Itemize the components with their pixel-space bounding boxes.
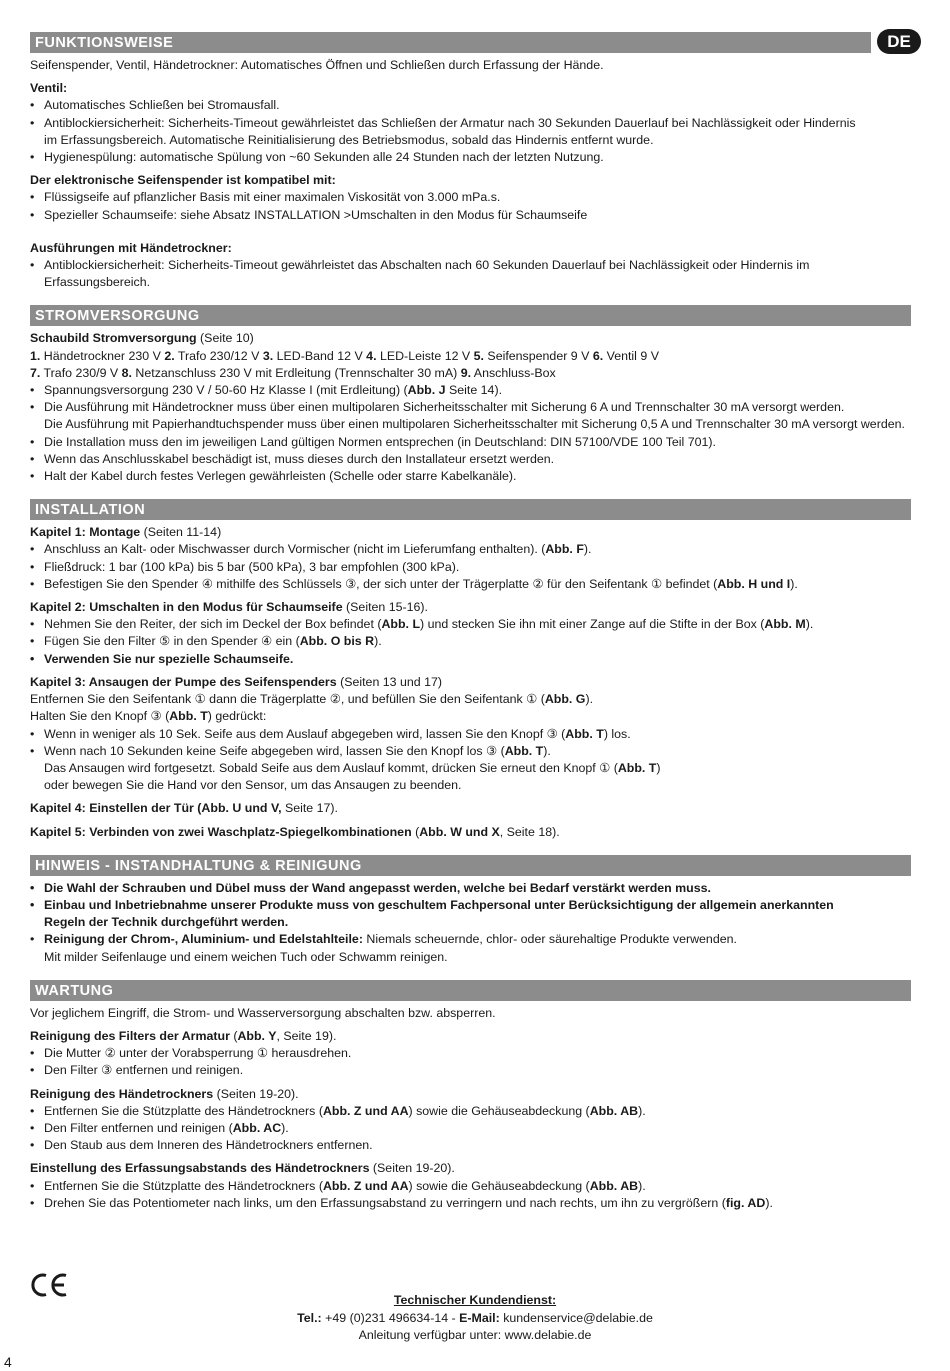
list-item: • Automatisches Schließen bei Stromausfall. (30, 97, 911, 114)
text: Seifenspender 9 V (483, 348, 593, 363)
text: fig. AD (725, 1195, 766, 1210)
page-number: 4 (4, 1354, 12, 1370)
text: Die Ausführung mit Papierhandtuchspender muss über einen multipolaren Sicherheitsschalter mit Sicherung 0,5 A und Trennschalter 30 mA versorgt werden. (44, 417, 905, 432)
text: Erfassungsbereich. (44, 275, 151, 290)
bullet-list (30, 1045, 911, 1079)
list-item: • Die Mutter ② unter der Vorabsperrung ① herausdrehen. (30, 1045, 911, 1062)
number: 3. (262, 348, 274, 363)
list-item (30, 743, 911, 795)
text: Abb. Y (237, 1028, 277, 1043)
bullet-list (30, 616, 911, 668)
section-header: INSTALLATION (30, 499, 911, 520)
subheading: Ventil: (30, 81, 68, 96)
email-value: kundenservice@delabie.de (499, 1310, 653, 1325)
text: Schaubild Stromversorgung (30, 331, 197, 346)
list-item (30, 931, 911, 965)
text: Abb. T (565, 726, 604, 741)
text: ) sowie die Gehäuseabdeckung ( (408, 1178, 590, 1193)
section-header: HINWEIS - INSTANDHALTUNG & REINIGUNG (30, 855, 911, 876)
chapter-heading (30, 599, 911, 616)
language-badge: DE (877, 29, 921, 54)
text: Einbau und Inbetriebnahme unserer Produkte muss von geschultem Fachpersonal unter Berücksichtigung der allgemein anerkannten (44, 897, 834, 912)
text: Den Filter entfernen und reinigen ( (44, 1120, 233, 1135)
list-item: • Die Installation muss den im jeweiligen Land gültigen Normen entsprechen (in Deutschland: DIN 57100/VDE 100 Teil 701). (30, 434, 911, 451)
paragraph: Seifenspender, Ventil, Händetrockner: Automatisches Öffnen und Schließen durch Erfassung der Hände. (30, 58, 604, 72)
text: Reinigung des Filters der Armatur (30, 1028, 230, 1043)
text: Antiblockiersicherheit: Sicherheits-Timeout gewährleistet das Abschalten nach 60 Sekunden Dauerlauf bei Nachlässigkeit oder Hindernis im (44, 258, 810, 273)
text: LED-Band 12 V (273, 348, 367, 363)
text: Das Ansaugen wird fortgesetzt. Sobald Seife aus dem Auslauf kommt, drücken Sie erneut den Knopf ① ( (44, 760, 618, 775)
list-item (30, 115, 911, 149)
list-item (30, 897, 911, 931)
text: Seite 14). (445, 383, 503, 398)
number: 6. (592, 348, 604, 363)
text: (Seiten 19-20). (369, 1161, 455, 1176)
section-wartung (30, 980, 911, 1212)
number: 9. (460, 365, 472, 380)
list-item (30, 1178, 911, 1195)
subheading (30, 1086, 911, 1103)
chapter-heading (30, 824, 911, 841)
text: Fügen Sie den Filter ⑤ in den Spender ④ ein ( (44, 634, 300, 649)
number: 2. (164, 348, 175, 363)
text: Entfernen Sie den Seifentank ① dann die Trägerplatte ②, und befüllen Sie den Seifentank ① ( (30, 692, 545, 707)
paragraph: Vor jeglichem Eingriff, die Strom- und Wasserversorgung abschalten bzw. absperren. (30, 1005, 496, 1020)
list-item (30, 633, 911, 650)
text: Trafo 230/12 V (174, 348, 263, 363)
text: Abb. L (381, 617, 421, 632)
bullet-list (30, 382, 911, 485)
text: Entfernen Sie die Stützplatte des Händetrockners ( (44, 1178, 323, 1193)
number: 4. (366, 348, 377, 363)
text: Anschluss-Box (471, 365, 556, 380)
text: (Seiten 15-16). (342, 600, 428, 615)
text: Kapitel 5: Verbinden von zwei Waschplatz-Spiegelkombinationen (30, 824, 412, 839)
text: Abb. M (764, 617, 806, 632)
text: Abb. W und X (419, 824, 500, 839)
text: (Seiten 13 und 17) (336, 674, 443, 689)
text: Abb. F (545, 542, 584, 557)
list-item (30, 616, 911, 633)
text: oder bewegen Sie die Hand vor den Sensor, um das Ansaugen zu beenden. (44, 778, 462, 793)
list-item: • Fließdruck: 1 bar (100 kPa) bis 5 bar (500 kPa), 3 bar empfohlen (300 kPa). (30, 559, 911, 576)
text: im Erfassungsbereich. Automatische Reinitialisierung des Betriebsmodus, sobald das Hindernis entfernt wurde. (44, 132, 654, 147)
list-item (30, 1195, 911, 1212)
text: LED-Leiste 12 V (376, 348, 474, 363)
chapter-heading (30, 524, 911, 541)
text: Abb. AB (589, 1103, 639, 1118)
paragraph (30, 330, 911, 347)
bullet-list (30, 726, 911, 795)
list-item (30, 576, 911, 593)
section-installation (30, 499, 911, 840)
text: ). (765, 1195, 773, 1210)
number: 7. (30, 365, 41, 380)
list-item: • Verwenden Sie nur spezielle Schaumseife. (30, 651, 911, 668)
text: Netzanschluss 230 V mit Erdleitung (Trennschalter 30 mA) (131, 365, 461, 380)
text: Abb. J (407, 383, 446, 398)
list-item (30, 1103, 911, 1120)
chapter-heading (30, 800, 911, 817)
section-hinweis (30, 855, 911, 966)
text: Entfernen Sie die Stützplatte des Händetrockners ( (44, 1103, 323, 1118)
text: Händetrockner 230 V (40, 348, 165, 363)
list-item (30, 1120, 911, 1137)
list-item: • Halt der Kabel durch festes Verlegen gewährleisten (Schelle oder starre Kabelkanäle). (30, 468, 911, 485)
manual-page (30, 32, 911, 1226)
list-item (30, 382, 911, 399)
section-header: FUNKTIONSWEISE (30, 32, 871, 53)
text: Abb. AB (589, 1178, 639, 1193)
text: , Seite 18). (499, 824, 560, 839)
text: Seite 17). (281, 801, 338, 816)
bullet-list (30, 97, 911, 166)
number: 8. (121, 365, 132, 380)
chapter-heading (30, 674, 911, 691)
section-header: WARTUNG (30, 980, 911, 1001)
text: ( (229, 1028, 238, 1043)
text: Befestigen Sie den Spender ④ mithilfe des Schlüssels ③, der sich unter der Trägerplatte ② für den Seifentank ① befindet ( (44, 576, 718, 591)
text: (Seite 10) (196, 331, 254, 346)
legend-line (30, 365, 911, 382)
bullet-list (30, 1178, 911, 1212)
text: Abb. Z und AA (322, 1103, 409, 1118)
bullet-list (30, 880, 911, 966)
text: Einstellung des Erfassungsabstands des Händetrockners (30, 1161, 370, 1176)
text: Abb. Z und AA (322, 1178, 409, 1193)
list-item (30, 257, 911, 291)
text: ). (281, 1120, 289, 1135)
text: Abb. T (169, 709, 208, 724)
list-item: • Flüssigseife auf pflanzlicher Basis mit einer maximalen Viskosität von 3.000 mPa.s. (30, 189, 911, 206)
text: ) los. (603, 726, 631, 741)
text: Halten Sie den Knopf ③ ( (30, 709, 170, 724)
text: ). (638, 1103, 646, 1118)
footer-contact (0, 1292, 950, 1345)
list-item (30, 541, 911, 558)
text: Antiblockiersicherheit: Sicherheits-Timeout gewährleistet das Schließen der Armatur nach 30 Sekunden Dauerlauf bei Nachlässigkeit oder Hindernis (44, 115, 856, 130)
text: ). (638, 1178, 646, 1193)
text: Drehen Sie das Potentiometer nach links, um den Erfassungsabstand zu verringern und nach rechts, um ihn zu vergrößern ( (44, 1195, 726, 1210)
text: Abb. H und I (717, 576, 791, 591)
subheading (30, 1028, 911, 1045)
text: Kapitel 2: Umschalten in den Modus für Schaumseife (30, 600, 343, 615)
legend-line (30, 348, 911, 365)
paragraph (30, 691, 911, 708)
text: Abb. G (544, 692, 586, 707)
text: Abb. AC (232, 1120, 282, 1135)
list-item: • Spezieller Schaumseife: siehe Absatz INSTALLATION >Umschalten in den Modus für Schaumseife (30, 207, 911, 224)
subheading: Ausführungen mit Händetrockner: (30, 240, 232, 255)
text: Wenn in weniger als 10 Sek. Seife aus dem Auslauf abgegeben wird, lassen Sie den Knopf ③ ( (44, 726, 566, 741)
list-item: • Die Wahl der Schrauben und Dübel muss der Wand angepasst werden, welche bei Bedarf verstärkt werden muss. (30, 880, 911, 897)
list-item (30, 399, 911, 433)
text: Kapitel 4: Einstellen der Tür (Abb. U und V, (30, 801, 282, 816)
number: 5. (473, 348, 484, 363)
section-funktionsweise (30, 32, 911, 291)
bullet-list (30, 257, 911, 291)
list-item: • Wenn das Anschlusskabel beschädigt ist, muss dieses durch den Installateur ersetzt werden. (30, 451, 911, 468)
text: ) (656, 760, 661, 775)
text: Trafo 230/9 V (40, 365, 122, 380)
text: Reinigung der Chrom-, Aluminium- und Edelstahlteile: (44, 932, 363, 947)
text: ) sowie die Gehäuseabdeckung ( (408, 1103, 590, 1118)
text: Anschluss an Kalt- oder Mischwasser durch Vormischer (nicht im Lieferumfang enthalten). ( (44, 542, 546, 557)
tel-label: Tel.: (297, 1310, 322, 1325)
text: Abb. T (504, 743, 544, 758)
text: Abb. O bis R (299, 634, 375, 649)
list-item (30, 726, 911, 743)
text: ). (790, 576, 798, 591)
text: (Seiten 11-14) (140, 525, 222, 540)
text: ). (805, 617, 814, 632)
subheading (30, 1160, 911, 1177)
text: Mit milder Seifenlauge und einem weichen Tuch oder Schwamm reinigen. (44, 949, 448, 964)
text: Abb. T (617, 760, 657, 775)
list-item: • Den Filter ③ entfernen und reinigen. (30, 1062, 911, 1079)
text: Reinigung des Händetrockners (30, 1086, 214, 1101)
text: Niemals scheuernde, chlor- oder säurehaltige Produkte verwenden. (362, 932, 737, 947)
text: Wenn nach 10 Sekunden keine Seife abgegeben wird, lassen Sie den Knopf los ③ ( (44, 743, 505, 758)
text: ). (374, 634, 382, 649)
text: (Seiten 19-20). (213, 1086, 299, 1101)
text: ). (585, 692, 594, 707)
text: ). (543, 743, 551, 758)
text: Regeln der Technik durchgeführt werden. (44, 915, 289, 930)
section-header: STROMVERSORGUNG (30, 305, 911, 326)
footer-contact-line (0, 1310, 950, 1328)
list-item: • Hygienespülung: automatische Spülung von ~60 Sekunden alle 24 Stunden nach der letzten Nutzung. (30, 149, 911, 166)
text: ) und stecken Sie ihn mit einer Zange auf die Stifte in der Box ( (420, 617, 765, 632)
section-stromversorgung (30, 305, 911, 485)
text: Die Ausführung mit Händetrockner muss über einen multipolaren Sicherheitsschalter mit Sicherung 6 A und Trennschalter 30 mA versorgt werden. (44, 400, 845, 415)
number: 1. (30, 348, 41, 363)
paragraph (30, 708, 911, 725)
tel-value: +49 (0)231 496634-14 - (321, 1310, 460, 1325)
text: Nehmen Sie den Reiter, der sich im Deckel der Box befindet ( (44, 617, 382, 632)
text: ). (583, 542, 592, 557)
footer-manual-link: Anleitung verfügbar unter: www.delabie.de (358, 1328, 592, 1342)
text: Ventil 9 V (603, 348, 659, 363)
bullet-list (30, 189, 911, 223)
bullet-list (30, 1103, 911, 1155)
text: , Seite 19). (276, 1028, 337, 1043)
text: ) gedrückt: (207, 709, 267, 724)
text: ( (411, 824, 420, 839)
list-item: • Den Staub aus dem Inneren des Händetrockners entfernen. (30, 1137, 911, 1154)
email-label: E-Mail: (459, 1310, 500, 1325)
text: Kapitel 3: Ansaugen der Pumpe des Seifenspenders (30, 674, 337, 689)
text: Spannungsversorgung 230 V / 50-60 Hz Klasse I (mit Erdleitung) ( (44, 383, 408, 398)
text: Kapitel 1: Montage (30, 525, 141, 540)
footer-title: Technischer Kundendienst: (393, 1293, 557, 1307)
bullet-list (30, 541, 911, 593)
subheading: Der elektronische Seifenspender ist kompatibel mit: (30, 173, 336, 188)
